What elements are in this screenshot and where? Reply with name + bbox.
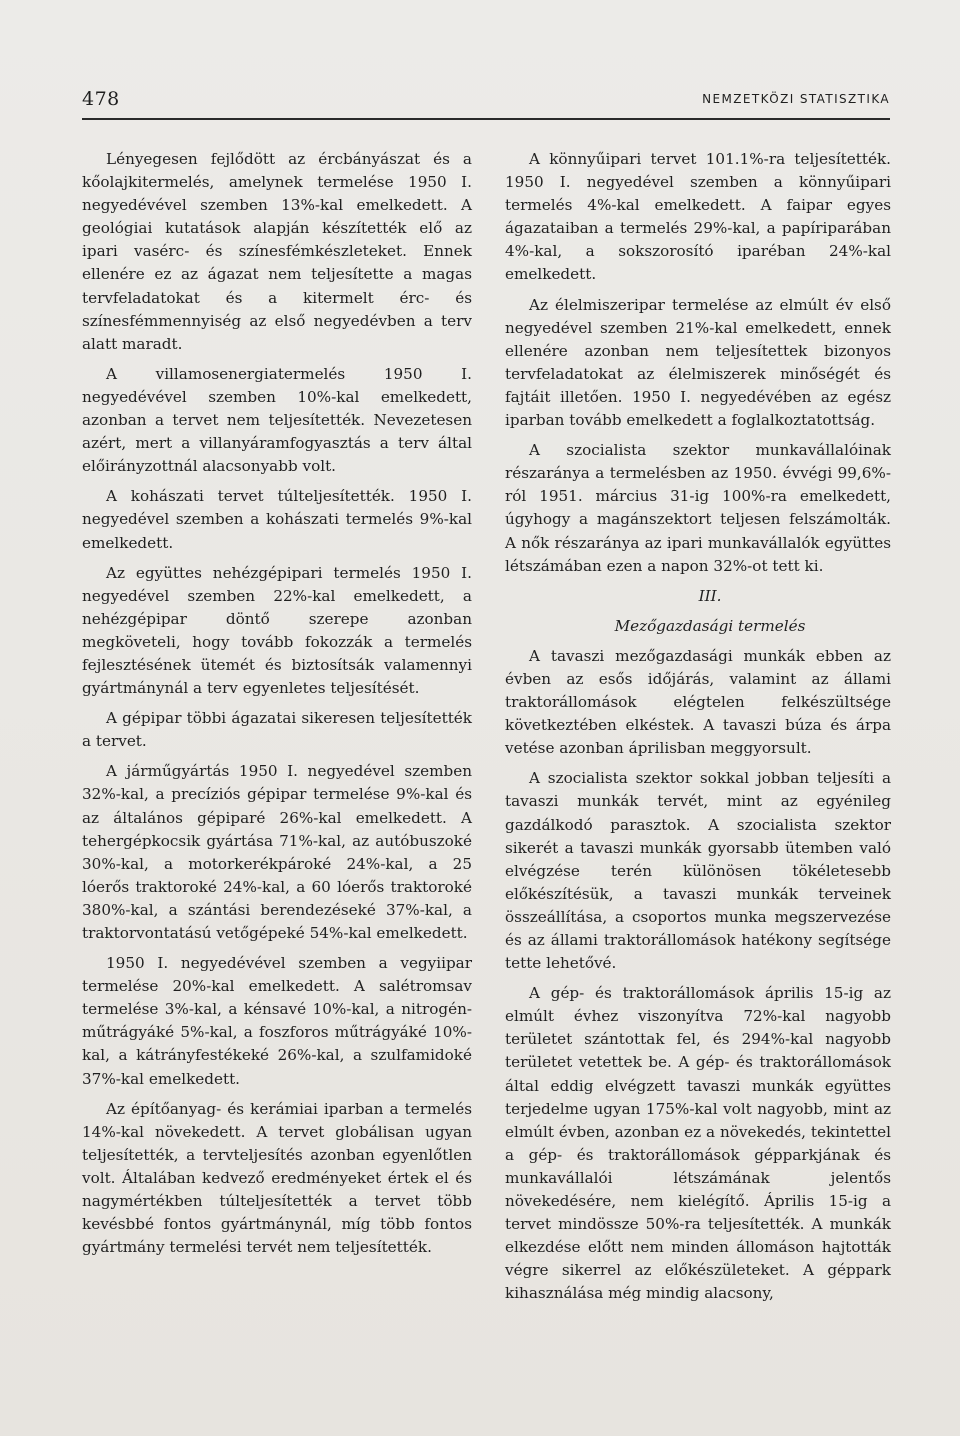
section-title: Mezőgazdasági termelés (614, 616, 806, 635)
section-number: III. (698, 586, 722, 605)
paragraph: Lényegesen fejlődött az ércbányászat és a kőolajkitermelés, amelynek termelése 1950 I. negyedévével szemben 13%-kal emelkedett. A geológiai kutatások alapján készítették elő az ipari vasérc- és színesfémkészleteket. Ennek ellenére ez az ágazat nem teljesítette a magas tervfeladatokat és a kitermelt érc- és színesfémmennyiség az első negyedévben a terv alatt maradt. (82, 150, 472, 353)
paragraph: A járműgyártás 1950 I. negyedével szemben 32%-kal, a precíziós gépipar termelése 9%-kal és az általános gépiparé 26%-kal emelkedett. A tehergépkocsik gyártása 71%-kal, az autóbuszoké 30%-kal, a motorkerékpároké 24%-kal, a 25 lóerős traktoroké 24%-kal, a 60 lóerős traktoroké 380%-kal, a szántási berendezéseké 37%-kal, a traktorvontatású vetőgépeké 54%-kal emelkedett. (82, 762, 472, 942)
paragraph: A villamosenergiatermelés 1950 I. negyedévével szemben 10%-kal emelkedett, azonban a tervet nem teljesítették. Nevezetesen azért, mert a villanyáramfogyasztás a terv által előirányzottnál alacsonyabb volt. (82, 364, 472, 476)
paragraph: A kohászati tervet túlteljesítették. 1950 I. negyedével szemben a kohászati termelés 9%-kal emelkedett. (82, 487, 472, 552)
paragraph: A szocialista szektor sokkal jobban teljesíti a tavaszi munkák tervét, mint az egyénileg gazdálkodó parasztok. A szocialista szektor sikerét a tavaszi munkák gyorsabb ütemben való elvégzése terén különösen tökéletesebb előkészítésük, a tavaszi munkák terveinek összeállítása, a csoportos munka megszervezése és az állami traktorállomások hatékony segítsége tette lehetővé. (505, 769, 891, 973)
paragraph: Az együttes nehézgépipari termelés 1950 I. negyedével szemben 22%-kal emelkedett, a nehézgépipar döntő szerepe azonban megköveteli, hogy tovább fokozzák a termelés fejlesztésének ütemét és biztosítsák valamennyi gyártmánynál a terv egyenletes teljesítését. (82, 563, 472, 698)
paragraph: A tavaszi mezőgazdasági munkák ebben az évben az esős időjárás, valamint az állami traktorállomások elégtelen felkészültsége következtében elkéstek. A tavaszi búza és árpa vetése azonban áprilisban meggyorsult. (505, 646, 891, 758)
header-rule (82, 118, 890, 120)
left-column (82, 148, 472, 1266)
running-title: NEMZETKÖZI STATISZTIKA (702, 92, 890, 106)
paragraph: 1950 I. negyedévével szemben a vegyiipar termelése 20%-kal emelkedett. A salétromsav termelése 3%-kal, a kénsavé 10%-kal, a nitrogén-műtrágyáké 5%-kal, a foszforos műtrágyáké 10%-kal, a kátrányfestékeké 26%-kal, a szulfamidoké 37%-kal emelkedett. (82, 954, 472, 1088)
paragraph: A gépipar többi ágazatai sikeresen teljesítették a tervet. (82, 709, 472, 751)
paragraph: Az építőanyag- és kerámiai iparban a termelés 14%-kal növekedett. A tervet globálisan ugyan teljesítették, a tervteljesítés azonban egyenlőtlen volt. Általában kedvező eredményeket értek el és nagymértékben túlteljesítették a tervet több kevésbbé fontos gyártmánynál, míg több fontos gyártmány termelési tervét nem teljesítették. (82, 1099, 472, 1257)
paragraph: A szocialista szektor munkavállalóinak részaránya a termelésben az 1950. évvégi 99,6%-ról 1951. március 31-ig 100%-ra emelkedett, úgyhogy a magánszektort teljesen felszámolták. A nők részaránya az ipari munkavállalók együttes létszámában ezen a napon 32%-ot tett ki. (505, 441, 891, 575)
page-number: 478 (82, 88, 120, 110)
right-column (505, 148, 891, 1313)
paragraph: A gép- és traktorállomások április 15-ig az elmúlt évhez viszonyítva 72%-kal nagyobb területet szántottak fel, és 294%-kal nagyobb területet vetettek be. A gép- és traktorállomások által eddig elvégzett tavaszi munkák együttes terjedelme ugyan 175%-kal volt nagyobb, mint az elmúlt évben, azonban ez a növekedés, tekintettel a gép- és traktorállomások gépparkjának és munkavállalói létszámának jelentős növekedésére, nem kielégítő. Április 15-ig a tervet mindössze 50%-ra teljesítették. A munkák elkezdése előtt nem minden állomáson hajtották végre sikerrel az előkészületeket. A géppark kihasználása még mindig alacsony, (505, 984, 891, 1303)
paragraph: Az élelmiszeripar termelése az elmúlt év első negyedével szemben 21%-kal emelkedett, ennek ellenére azonban nem teljesítettek bizonyos tervfeladatokat az élelmiszerek minőségét és fajtáit illetően. 1950 I. negyedévében az egész iparban tovább emelkedett a foglalkoztatottság. (505, 295, 891, 430)
paragraph: A könnyűipari tervet 101.1%-ra teljesítették. 1950 I. negyedével szemben a könnyűipari termelés 4%-kal emelkedett. A faipar egyes ágazataiban a termelés 29%-kal, a papíriparában 4%-kal, a sokszorosító iparéban 24%-kal emelkedett. (505, 150, 891, 284)
